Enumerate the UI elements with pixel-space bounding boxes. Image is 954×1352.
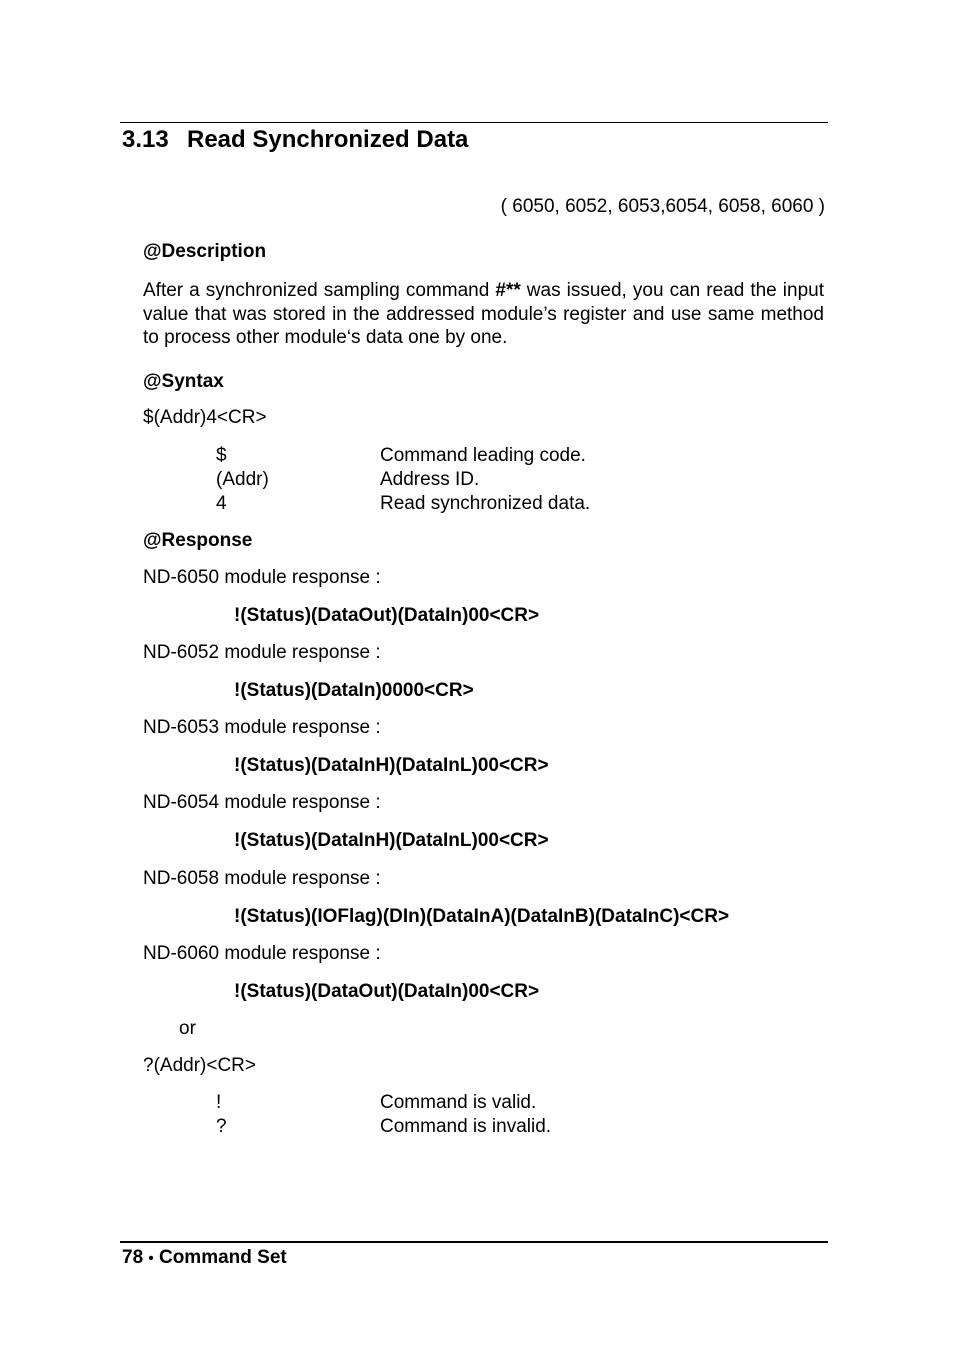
footer-rule (120, 1241, 828, 1243)
section-heading (122, 126, 468, 155)
response-term: ! (216, 1092, 222, 1113)
chapter-title: Command Set (158, 1247, 287, 1268)
module-response-label: ND-6052 module response : (143, 642, 381, 663)
module-response-label: ND-6060 module response : (143, 943, 381, 964)
syntax-item (216, 444, 586, 468)
module-response-label: ND-6054 module response : (143, 792, 381, 813)
description-text-after: was issued, you can read the input value that was stored in the addressed module’s register and use same method to process other module‘s data one by one. (143, 280, 824, 348)
sync-command: #** (495, 280, 521, 301)
page-footer (122, 1247, 287, 1270)
applicable-models: ( 6050, 6052, 6053,6054, 6058, 6060 ) (500, 196, 825, 217)
syntax-term: $ (216, 445, 227, 466)
syntax-term: (Addr) (216, 469, 269, 490)
response-term: ? (216, 1116, 227, 1137)
page-number: 78 (122, 1247, 144, 1268)
module-response-format: !(Status)(DataInH)(DataInL)00<CR> (234, 830, 549, 851)
module-response-format: !(Status)(DataIn)0000<CR> (234, 680, 474, 701)
section-title: Read Synchronized Data (187, 126, 469, 153)
module-response-label: ND-6058 module response : (143, 868, 381, 889)
syntax-desc: Address ID. (380, 469, 480, 490)
module-response-format: !(Status)(IOFlag)(DIn)(DataInA)(DataInB)(DataInC)<CR> (234, 906, 730, 927)
response-heading: @Response (143, 530, 253, 551)
description-heading: @Description (143, 241, 267, 262)
syntax-command: $(Addr)4<CR> (143, 407, 267, 428)
response-desc: Command is invalid. (380, 1116, 552, 1137)
error-response: ?(Addr)<CR> (143, 1055, 256, 1076)
description-text (143, 279, 824, 350)
section-number: 3.13 (122, 126, 169, 153)
or-text: or (179, 1018, 196, 1039)
syntax-item (216, 492, 590, 516)
module-response-format: !(Status)(DataOut)(DataIn)00<CR> (234, 981, 540, 1002)
module-response-format: !(Status)(DataInH)(DataInL)00<CR> (234, 755, 549, 776)
module-response-label: ND-6050 module response : (143, 567, 381, 588)
syntax-heading: @Syntax (143, 371, 224, 392)
syntax-desc: Command leading code. (380, 445, 586, 466)
module-response-format: !(Status)(DataOut)(DataIn)00<CR> (234, 605, 540, 626)
response-desc: Command is valid. (380, 1092, 537, 1113)
bullet-icon: • (148, 1250, 154, 1267)
description-text-before: After a synchronized sampling command (143, 280, 496, 301)
syntax-item (216, 468, 479, 492)
syntax-desc: Read synchronized data. (380, 493, 591, 514)
top-rule (120, 122, 828, 123)
syntax-term: 4 (216, 493, 227, 514)
response-item (216, 1115, 551, 1139)
module-response-label: ND-6053 module response : (143, 717, 381, 738)
response-item (216, 1091, 536, 1115)
